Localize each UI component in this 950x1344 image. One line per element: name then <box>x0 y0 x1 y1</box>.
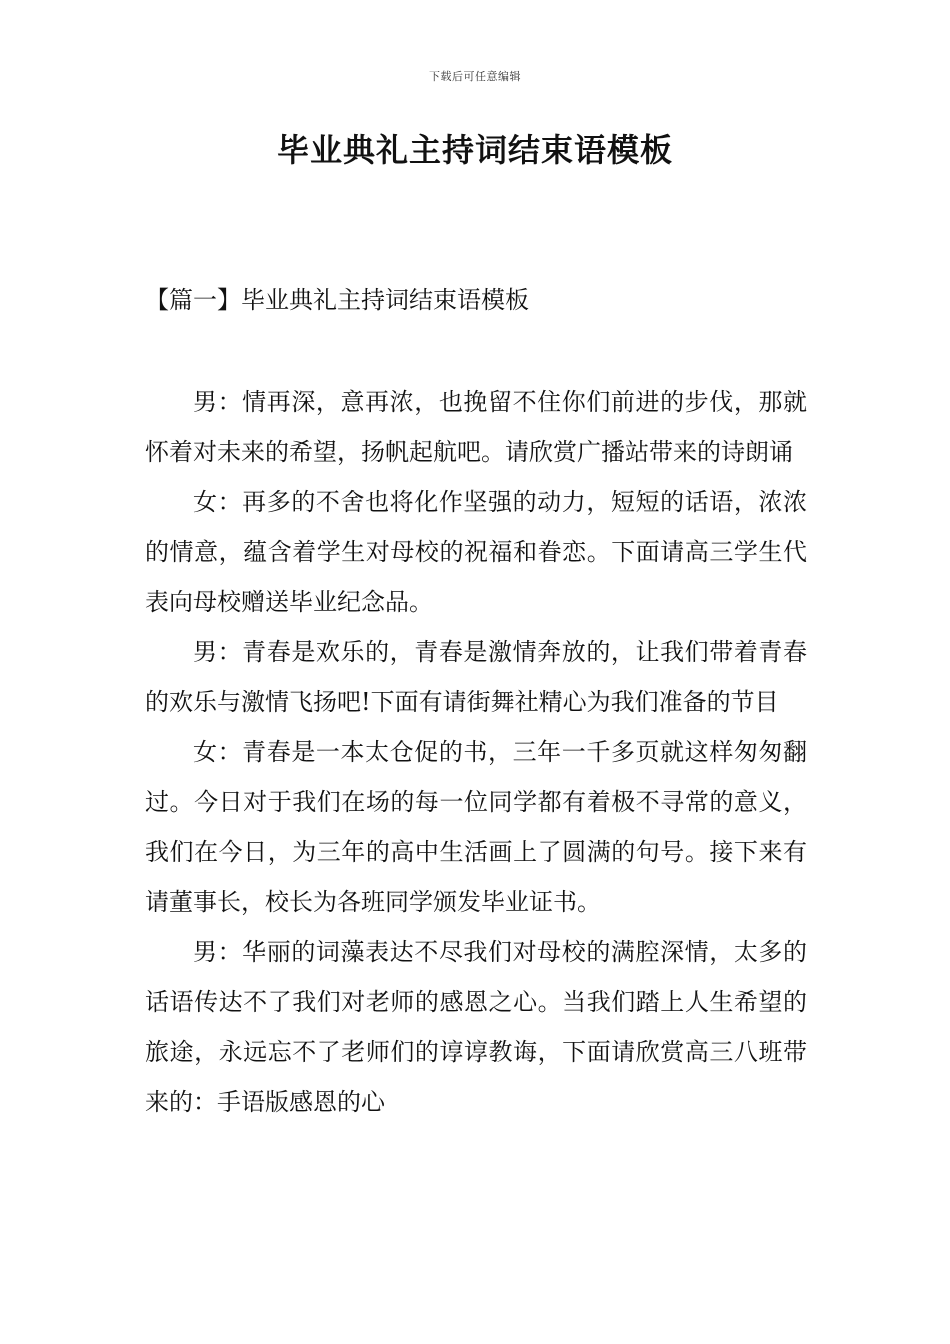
body-text <box>145 377 807 1127</box>
paragraph: 女：青春是一本太仓促的书，三年一千多页就这样匆匆翻过。今日对于我们在场的每一位同学都有着极不寻常的意义，我们在今日，为三年的高中生活画上了圆满的句号。接下来有请董事长，校长为各班同学颁发毕业证书。 <box>145 738 807 916</box>
paragraph: 女：再多的不舍也将化作坚强的动力，短短的话语，浓浓的情意，蕴含着学生对母校的祝福和眷恋。下面请高三学生代表向母校赠送毕业纪念品。 <box>145 488 807 616</box>
paragraph: 男：华丽的词藻表达不尽我们对母校的满腔深情，太多的话语传达不了我们对老师的感恩之心。当我们踏上人生希望的旅途，永远忘不了老师们的谆谆教诲，下面请欣赏高三八班带来的：手语版感恩的心 <box>145 938 807 1116</box>
document-title: 毕业典礼主持词结束语模板 <box>276 131 673 169</box>
header-note: 下载后可任意编辑 <box>429 70 521 83</box>
paragraph: 男：情再深，意再浓，也挽留不住你们前进的步伐，那就怀着对未来的希望，扬帆起航吧。请欣赏广播站带来的诗朗诵 <box>145 388 807 466</box>
section-heading: 【篇一】毕业典礼主持词结束语模板 <box>145 286 529 314</box>
paragraph: 男：青春是欢乐的，青春是激情奔放的，让我们带着青春的欢乐与激情飞扬吧!下面有请街舞社精心为我们准备的节目 <box>145 638 807 716</box>
